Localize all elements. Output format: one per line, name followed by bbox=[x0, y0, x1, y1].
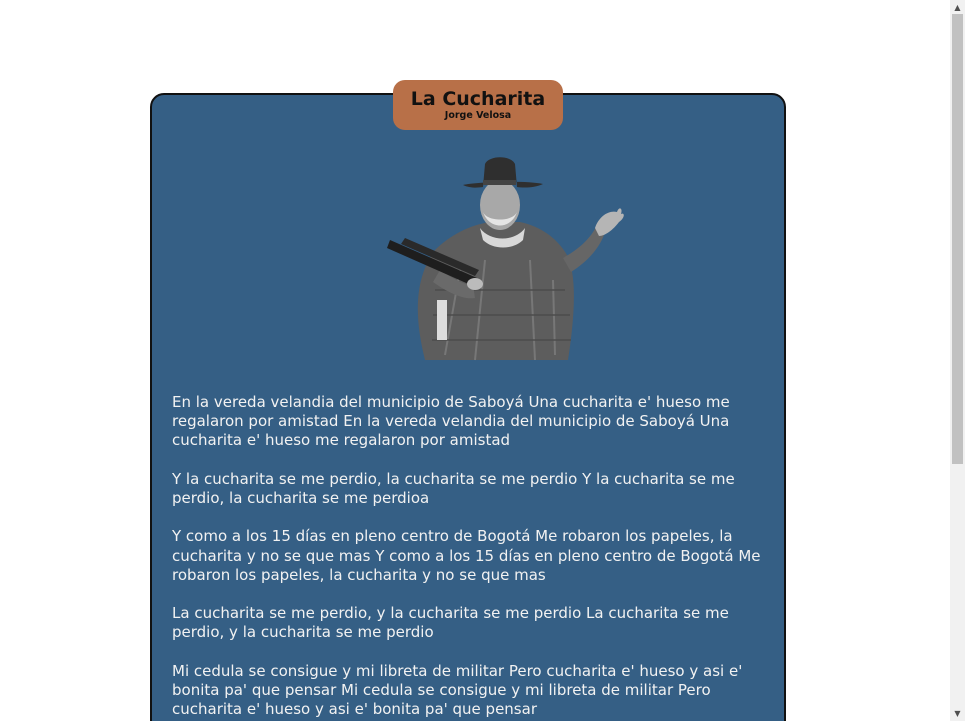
lyrics-stanza-2: Y la cucharita se me perdio, la cucharita se me perdio Y la cucharita se me perdio, la cucharita se me perdioa bbox=[172, 469, 735, 507]
lyrics-stanza-3: Y como a los 15 días en pleno centro de Bogotá Me robaron los papeles, la cucharita y no se que mas Y como a los 15 días en pleno centro de Bogotá Me robaron los papeles, la cucharita y no se que mas bbox=[172, 527, 761, 584]
song-title-tab bbox=[393, 80, 563, 130]
lyrics-stanza-1: En la vereda velandia del municipio de Saboyá Una cucharita e' hueso me regalaron por amistad En la vereda velandia del municipio de Saboyá Una cucharita e' hueso me regalaron por amistad bbox=[172, 393, 730, 450]
scrollbar-thumb[interactable] bbox=[952, 14, 963, 464]
lyrics-text bbox=[172, 393, 772, 721]
lyrics-stanza-5: Mi cedula se consigue y mi libreta de militar Pero cucharita e' hueso y asi e' bonita pa' que pensar Mi cedula se consigue y mi libreta de militar Pero cucharita e' hueso y asi e' bonita pa' que pensar bbox=[172, 661, 743, 719]
photo-hand bbox=[595, 208, 624, 236]
vertical-scrollbar[interactable] bbox=[950, 0, 965, 721]
artist-photo bbox=[385, 150, 625, 368]
scroll-up-icon[interactable]: ▲ bbox=[954, 3, 961, 12]
song-title: La Cucharita bbox=[410, 88, 546, 110]
scroll-down-icon[interactable]: ▼ bbox=[954, 709, 961, 718]
lyrics-stanza-4: La cucharita se me perdio, y la cucharita se me perdio La cucharita se me perdio, y la cucharita se me perdio bbox=[172, 604, 729, 642]
song-artist: Jorge Velosa bbox=[444, 110, 512, 121]
